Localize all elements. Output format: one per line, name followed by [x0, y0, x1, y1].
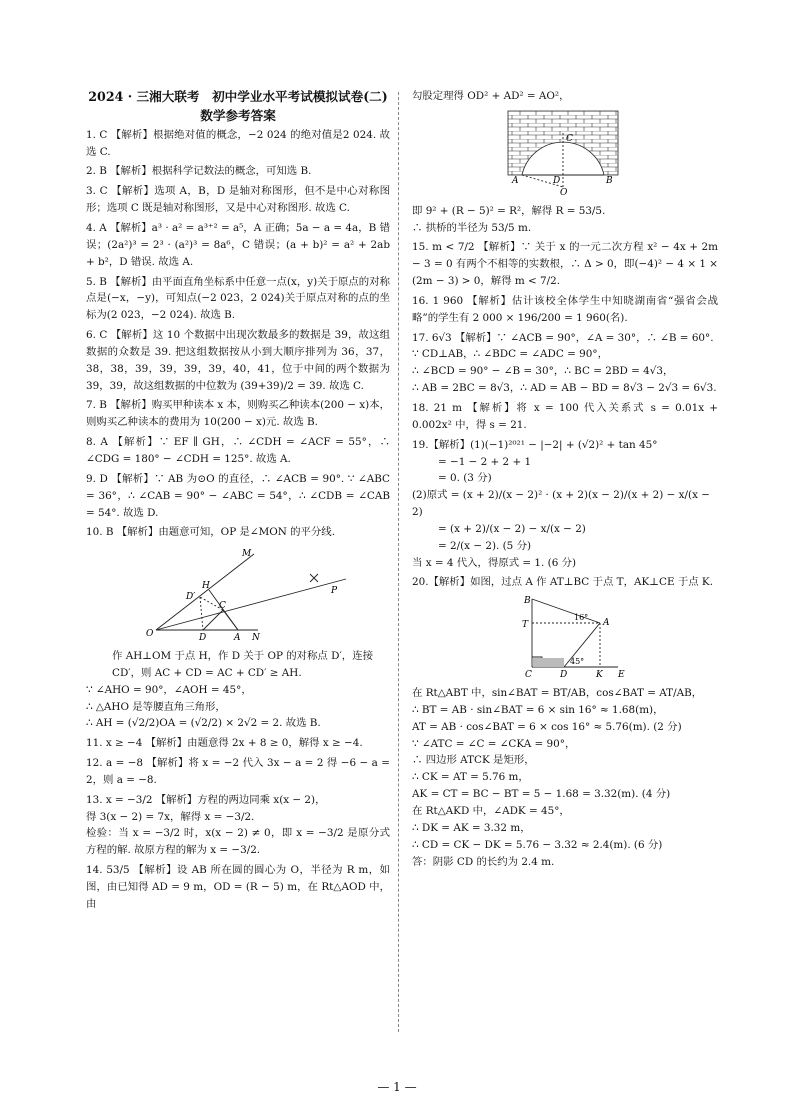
segment-ca: [223, 610, 238, 630]
answer-1: 1. C 【解析】根据绝对值的概念，−2 024 的绝对值是2 024. 故选 C.: [86, 128, 390, 158]
figure-q10: [86, 544, 390, 646]
answer-17-step-4: ∴ AB = 2BC = 8√3，∴ AD = AB − BD = 8√3 − 2√3 = 6√3.: [412, 382, 717, 395]
answer-12: 12. a = −8 【解析】将 x = −2 代入 3x − a = 2 得 −6 − a = 2，则 a = −8.: [86, 757, 390, 786]
answer-3: 3. C 【解析】选项 A，B，D 是轴对称图形，但不是中心对称图形；选项 C 既是轴对称图形，又是中心对称图形. 故选 C.: [86, 185, 390, 215]
label-h: H: [202, 581, 210, 592]
q10-step-2: ∵ ∠AHO = 90°，∠AOH = 45°，: [86, 683, 252, 696]
answer-13: 13. x = −3/2 【解析】方程的两边同乘 x(x − 2)，: [86, 793, 326, 806]
answer-20-step-5: ∴ 四边形 ATCK 是矩形，: [412, 754, 535, 767]
answer-13-step-2: 得 3(x − 2) = 7x，解得 x = −3/2.: [86, 810, 255, 823]
segment-ba: [532, 599, 600, 623]
ray-om: [156, 554, 254, 630]
label-b: B: [606, 175, 613, 186]
answer-19-step-4: = 2/(x − 2). (5 分): [438, 539, 532, 552]
right-column: [412, 88, 718, 870]
answer-20-step-3: AT = AB · cos∠BAT = 6 × cos 16° ≈ 5.76(m). (2 分): [412, 720, 682, 733]
answer-11: 11. x ≥ −4 【解析】由题意得 2x + 8 ≥ 0，解得 x ≥ −4.: [86, 737, 363, 750]
page-subtitle: 数学参考答案: [200, 107, 276, 123]
answer-17: 17. 6√3 【解析】∵ ∠ACB = 90°，∠A = 30°，∴ ∠B = 60°.: [412, 331, 714, 344]
label-d: D: [553, 175, 561, 186]
label-b: B: [524, 596, 531, 607]
label-k: K: [596, 670, 603, 678]
arch-bridge-diagram: [412, 107, 718, 195]
answer-4: 4. A 【解析】a³ · a² = a³⁺² = a⁵，A 正确；5a − a = 4a，B 错误；(2a²)³ = 2³ · (a²)³ = 8a⁶，C 错误；(a + b)² = a² + 2ab + b²，D 错误. 故选 A.: [86, 222, 390, 268]
slope-diagram: [412, 593, 718, 677]
label-a: A: [512, 175, 519, 186]
segment-dd-prime: [200, 597, 203, 630]
answer-20-conclusion: 答：阴影 CD 的长约为 2.4 m.: [412, 855, 555, 868]
answer-19-step-1: = −1 − 2 + 2 + 1: [438, 455, 532, 468]
q10-step-4: ∴ AH = (√2/2)OA = (√2/2) × 2√2 = 2. 故选 B.: [86, 717, 321, 730]
label-c: C: [219, 601, 226, 612]
label-d: D: [199, 633, 207, 641]
label-n: N: [252, 633, 260, 641]
answer-10: 10. B 【解析】由题意可知，OP 是∠MON 的平分线.: [86, 526, 335, 539]
label-d-prime: D′: [186, 592, 196, 603]
answer-19-step-2: = 0. (3 分): [438, 472, 492, 485]
label-o: O: [560, 187, 568, 195]
answer-20-step-9: ∴ DK = AK = 3.32 m，: [412, 821, 531, 834]
answer-19-part-2: (2)原式 = (x + 2)/(x − 2)² · (x + 2)(x − 2)/(x + 2) − x/(x − 2): [412, 489, 710, 519]
label-angle-16: 16°: [574, 613, 589, 623]
label-o: O: [146, 629, 154, 640]
label-p: P: [331, 586, 338, 597]
label-e: E: [618, 670, 625, 678]
answer-20-step-1: 在 Rt△ABT 中，sin∠BAT = BT/AB，cos∠BAT = AT/AB，: [412, 687, 703, 700]
ray-op: [156, 579, 346, 630]
label-angle-45: 45°: [570, 657, 585, 667]
angle-bisector-diagram: [86, 544, 390, 640]
answer-20: 20.【解析】如图，过点 A 作 AT⊥BC 于点 T，AK⊥CE 于点 K.: [412, 576, 713, 589]
answer-6: 6. C 【解析】这 10 个数据中出现次数最多的数据是 39，故这组数据的众数是 39. 把这组数据按从小到大顺序排列为 36，37，38，38，39，39，39，39，40，41，位于中间的两个数据为 39，39，故这组数据的中位数为 (39+39)/2 = 39. 故选 C.: [86, 329, 390, 392]
label-t: T: [522, 620, 529, 631]
label-a: A: [234, 633, 241, 641]
answer-19-part-1: 19.【解析】(1)(−1)²⁰²¹ − |−2| + (√2)² + tan 45°: [412, 438, 658, 451]
answer-17-step-2: ∵ CD⊥AB，∴ ∠BDC = ∠ADC = 90°，: [412, 348, 608, 361]
segment-cd: [203, 610, 223, 630]
q10-step-3: ∴ △AHO 是等腰直角三角形，: [86, 700, 226, 713]
answer-19-step-3: = (x + 2)/(x − 2) − x/(x − 2): [438, 522, 586, 535]
answer-17-step-3: ∴ ∠BCD = 90° − ∠B = 30°，∴ BC = 2BD = 4√3，: [412, 365, 674, 378]
answer-2: 2. B 【解析】根据科学记数法的概念，可知选 B.: [86, 165, 312, 178]
page-number: — 1 —: [377, 1080, 417, 1094]
answer-20-step-4: ∵ ∠ATC = ∠C = ∠CKA = 90°，: [412, 737, 576, 750]
answer-19-step-5: 当 x = 4 代入，得原式 = 1. (6 分): [412, 556, 577, 569]
answer-20-step-7: AK = CT = BC − BT = 5 − 1.68 = 3.32(m). (4 分): [412, 788, 671, 801]
label-m: M: [242, 549, 252, 560]
answer-15: 15. m < 7/2 【解析】∵ 关于 x 的一元二次方程 x² − 4x + 2m − 3 = 0 有两个不相等的实数根，∴ Δ > 0，即(−4)² − 4 × 1 × (2m − 3) > 0，解得 m < 7/2.: [412, 241, 718, 288]
answer-14-step-3: ∴ 拱桥的半径为 53/5 m.: [412, 221, 532, 234]
column-divider: [398, 92, 399, 1032]
answer-8: 8. A 【解析】∵ EF ∥ GH，∴ ∠CDH = ∠ACF = 55°，∴ ∠CDG = 180° − ∠CDH = 125°. 故选 A.: [86, 436, 390, 465]
label-c: C: [566, 133, 573, 144]
answer-13-step-3: 检验：当 x = −3/2 时，x(x − 2) ≠ 0，即 x = −3/2 是原分式方程的解. 故原方程的解为 x = −3/2.: [86, 827, 390, 857]
answer-14: 14. 53/5 【解析】设 AB 所在圆的圆心为 O，半径为 R m，如图，由已知得 AD = 9 m，OD = (R − 5) m，在 Rt△AOD 中，由: [86, 864, 390, 910]
answer-7: 7. B 【解析】购买甲种读本 x 本，则购买乙种读本(200 − x)本，则购买乙种读本的费用为 10(200 − x)元. 故选 B.: [86, 399, 390, 429]
answer-20-step-10: ∴ CD = CK − DK = 5.76 − 3.32 ≈ 2.4(m). (6 分): [412, 838, 663, 851]
answer-20-step-6: ∴ CK = AT = 5.76 m，: [412, 771, 529, 784]
answer-16: 16. 1 960 【解析】估计该校全体学生中知晓湖南省“强省会战略”的学生有 2 000 × 196/200 = 1 960(名).: [412, 294, 718, 324]
page-title: 2024 · 三湘大联考 初中学业水平考试模拟试卷(二): [88, 89, 388, 104]
answer-9: 9. D 【解析】∵ AB 为⊙O 的直径，∴ ∠ACB = 90°. ∵ ∠ABC = 36°，∴ ∠CAB = 90° − ∠ABC = 54°，∴ ∠CDB = ∠CAB = 54°. 故选 D.: [86, 472, 390, 519]
label-c: C: [525, 670, 532, 678]
shadow-cd: [533, 658, 564, 667]
arc-mark: [310, 574, 318, 582]
q10-step-1: 作 AH⊥OM 于点 H，作 D 关于 OP 的对称点 D′，连接 CD′，则 AC + CD = AC + CD′ ≥ AH.: [112, 650, 373, 679]
answer-20-step-8: 在 Rt△AKD 中，∠ADK = 45°，: [412, 805, 570, 817]
answer-18: 18. 21 m 【解析】将 x = 100 代入关系式 s = 0.01x + 0.002x² 中，得 s = 21.: [412, 401, 718, 431]
figure-q14: [412, 107, 718, 201]
answer-5: 5. B 【解析】由平面直角坐标系中任意一点(x，y)关于原点的对称点是(−x，−y)，可知点(−2 023，2 024)关于原点对称的点的坐标为(2 023，−2 024). 故选 B.: [86, 275, 390, 322]
answer-14-cont: 勾股定理得 OD² + AD² = AO²，: [412, 90, 570, 102]
label-d: D: [560, 670, 568, 678]
left-column: [86, 88, 390, 916]
answer-20-step-2: ∴ BT = AB · sin∠BAT = 6 × sin 16° ≈ 1.68(m)，: [412, 703, 664, 716]
figure-q20: [412, 593, 718, 683]
answer-14-step-2: 即 9² + (R − 5)² = R²，解得 R = 53/5.: [412, 204, 606, 217]
label-a: A: [603, 618, 610, 629]
